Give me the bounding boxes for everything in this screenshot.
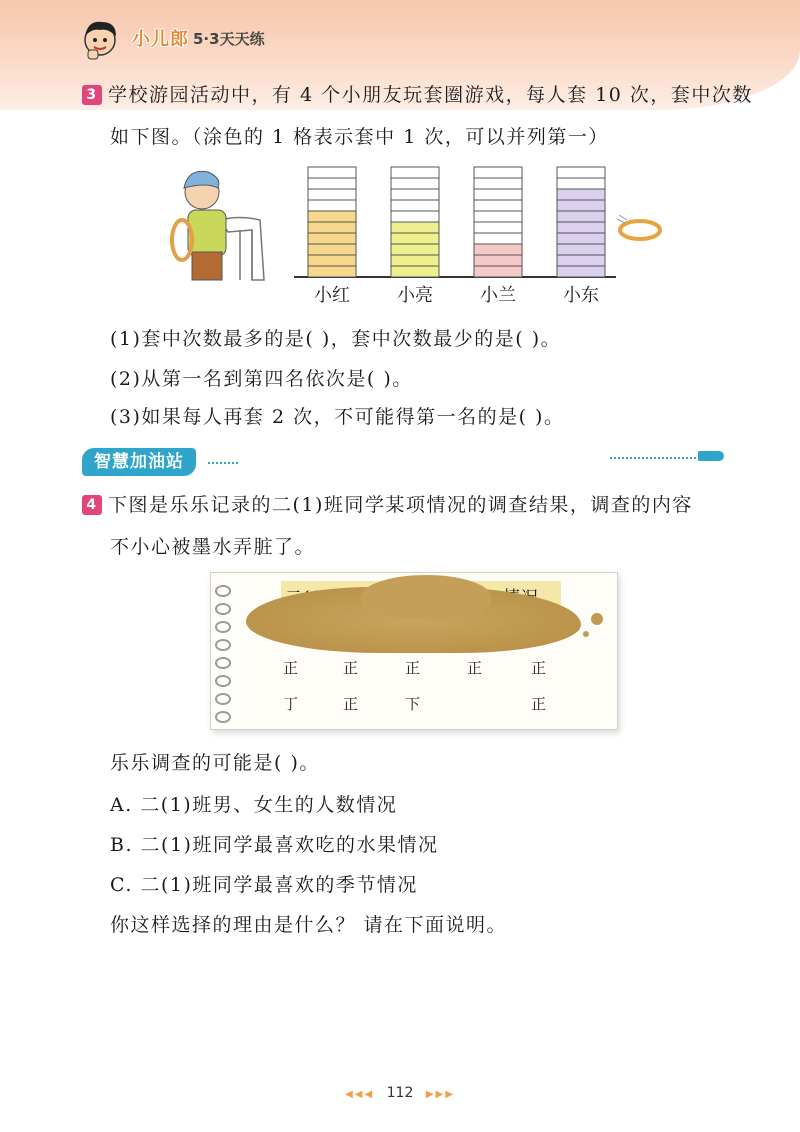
bar-cell-filled: [391, 233, 439, 244]
tally-mark: 下: [405, 695, 421, 713]
bar-cell-empty: [308, 189, 356, 200]
q3-sub3: (3)如果每人再套 2 次，不可能得第一名的是( )。: [110, 406, 565, 428]
brand-series: 5·3天天练: [193, 29, 265, 48]
tally-mark: 正: [343, 659, 359, 677]
category-label: 小东: [563, 285, 599, 306]
bar-cell-filled: [308, 255, 356, 266]
tally-mark: 正: [531, 695, 547, 713]
bar-cell-filled: [557, 222, 605, 233]
survey-card: [210, 572, 618, 730]
q4-number-badge: 4: [82, 495, 102, 515]
q3-line2: 如下图。（涂色的 1 格表示套中 1 次，可以并列第一）: [110, 126, 609, 148]
arrows-right-icon: ▶▶▶: [425, 1089, 455, 1100]
bar-cell-empty: [308, 200, 356, 211]
notebook-ring: [215, 693, 231, 705]
bar-cell-empty: [474, 233, 522, 244]
tally-mark: 丁: [283, 695, 299, 713]
q4-option-a: A. 二(1)班男、女生的人数情况: [110, 794, 398, 816]
tally-mark: 正: [343, 695, 359, 713]
category-label: 小红: [314, 285, 350, 306]
tally-mark: 正: [283, 659, 299, 677]
bar-cell-empty: [474, 222, 522, 233]
bar-cell-filled: [474, 255, 522, 266]
bar-cell-filled: [557, 189, 605, 200]
chart-ring-toss: [290, 160, 620, 310]
bar-cell-empty: [391, 178, 439, 189]
bar-cell-filled: [557, 266, 605, 277]
bar-cell-empty: [474, 211, 522, 222]
bar-cell-filled: [308, 233, 356, 244]
ink-drop: [583, 631, 589, 637]
bar-cell-filled: [308, 266, 356, 277]
q3-line1: 学校游园活动中，有 4 个小朋友玩套圈游戏，每人套 10 次，套中次数: [108, 84, 753, 106]
page-footer: [0, 1085, 800, 1101]
ink-stain: [361, 575, 491, 619]
notebook-ring: [215, 675, 231, 687]
bar-cell-empty: [557, 167, 605, 178]
bar-cell-empty: [391, 211, 439, 222]
section-divider-right: [610, 457, 700, 459]
bar-cell-filled: [391, 244, 439, 255]
bar-cell-empty: [391, 167, 439, 178]
q4-option-c: C. 二(1)班同学最喜欢的季节情况: [110, 874, 418, 896]
bar-cell-filled: [474, 266, 522, 277]
notebook-ring: [215, 621, 231, 633]
q3-illustration-boy: [160, 160, 280, 285]
bar-cell-empty: [557, 178, 605, 189]
notebook-ring: [215, 639, 231, 651]
q4-line2: 不小心被墨水弄脏了。: [110, 536, 316, 558]
bar-cell-filled: [557, 255, 605, 266]
arrows-left-icon: ◀◀◀: [345, 1089, 375, 1100]
bar-cell-empty: [474, 189, 522, 200]
category-label: 小亮: [397, 285, 433, 306]
bar-cell-empty: [474, 200, 522, 211]
bar-cell-filled: [557, 233, 605, 244]
page-number: 112: [386, 1085, 414, 1101]
bar-cell-filled: [557, 200, 605, 211]
bar-cell-filled: [474, 244, 522, 255]
bar-cell-empty: [308, 167, 356, 178]
brand: [78, 16, 265, 60]
notebook-ring: [215, 603, 231, 615]
tally-mark: 正: [531, 659, 547, 677]
q4-option-b: B. 二(1)班同学最喜欢吃的水果情况: [110, 834, 439, 856]
notebook-ring: [215, 585, 231, 597]
q4-reason: 你这样选择的理由是什么？ 请在下面说明。: [110, 914, 508, 936]
bar-cell-filled: [391, 266, 439, 277]
bar-cell-filled: [308, 222, 356, 233]
bar-cell-filled: [557, 244, 605, 255]
bar-cell-empty: [391, 189, 439, 200]
bar-cell-filled: [308, 244, 356, 255]
bar-cell-empty: [474, 178, 522, 189]
bar-cell-empty: [308, 178, 356, 189]
notebook-ring: [215, 657, 231, 669]
bar-cell-filled: [391, 222, 439, 233]
bar-cell-filled: [391, 255, 439, 266]
notebook-ring: [215, 711, 231, 723]
section-divider-left: [208, 462, 238, 464]
bar-cell-empty: [474, 167, 522, 178]
pencil-icon: [698, 451, 724, 461]
q4-line1: 下图是乐乐记录的二(1)班同学某项情况的调查结果，调查的内容: [108, 494, 693, 516]
bar-cell-empty: [391, 200, 439, 211]
bar-cell-filled: [557, 211, 605, 222]
tally-mark: 正: [405, 659, 421, 677]
ring-icon: [615, 215, 665, 245]
category-label: 小兰: [480, 285, 516, 306]
tally-mark: 正: [467, 659, 483, 677]
mascot-icon: [78, 16, 122, 60]
brand-name: 小儿郎: [132, 29, 189, 50]
bar-cell-filled: [308, 211, 356, 222]
ink-drop: [591, 613, 603, 625]
q3-sub1: (1)套中次数最多的是( )，套中次数最少的是( )。: [110, 328, 562, 350]
section-tag: 智慧加油站: [82, 448, 196, 476]
q4-line1-row: [82, 490, 693, 517]
q3-line1-row: [82, 80, 753, 107]
q4-question: 乐乐调查的可能是( )。: [110, 752, 320, 774]
q3-number-badge: 3: [82, 85, 102, 105]
q3-sub2: (2)从第一名到第四名依次是( )。: [110, 368, 413, 390]
